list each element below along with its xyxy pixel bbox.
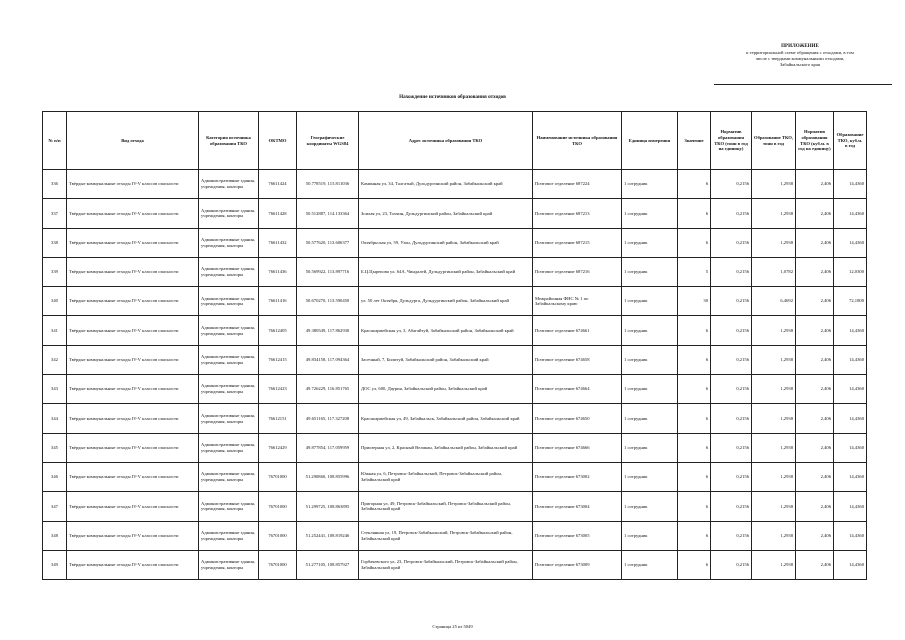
header-cell: Адрес источника образования ТКО [359,112,533,170]
row-number-cell: 348 [43,521,67,550]
waste-type-cell: Твёрдые коммунальные отходы IV-V классов опасности [67,521,199,550]
row-number-cell: 349 [43,550,67,579]
source-name-cell: Межрайонная ФНС № 1 по Забайкальскому краю [533,287,622,316]
waste-sources-table [42,111,867,580]
oktmo-cell: 76611432 [259,228,297,257]
source-category-cell: Административные здания, учреждения, конторы [199,199,259,228]
value-cell: 6 [678,404,711,433]
source-category-cell: Административные здания, учреждения, конторы [199,404,259,433]
header-cell: Наименование источника образования ТКО [533,112,622,170]
row-number-cell: 337 [43,199,67,228]
source-category-cell: Административные здания, учреждения, конторы [199,433,259,462]
address-cell: Приозерная ул, 2, Красный Великан, Забайкальский район, Забайкальский край [359,433,533,462]
norm-cubic-cell: 2,406 [796,316,834,345]
value-cell: 6 [678,228,711,257]
tonnes-per-year-cell: 1,2938 [752,170,796,199]
table-row [43,199,867,228]
address-cell: Засечный, 7, Билитуй, Забайкальский район, Забайкальский край [359,345,533,374]
source-name-cell: Почтовое отделение 674658 [533,345,622,374]
waste-type-cell: Твёрдые коммунальные отходы IV-V классов опасности [67,375,199,404]
norm-tonnes-cell: 0,2156 [711,345,752,374]
tonnes-per-year-cell: 1,2938 [752,550,796,579]
coordinates-cell: 49.726229, 116.851765 [297,375,359,404]
table-row [43,462,867,491]
oktmo-cell: 76611436 [259,257,297,286]
cubic-per-year-cell: 72,1800 [834,287,867,316]
tonnes-per-year-cell: 1,2938 [752,199,796,228]
tonnes-per-year-cell: 1,2938 [752,375,796,404]
waste-type-cell: Твёрдые коммунальные отходы IV-V классов опасности [67,404,199,433]
norm-cubic-cell: 2,406 [796,199,834,228]
cubic-per-year-cell: 14,4360 [834,550,867,579]
unit-cell: 1 сотрудник [622,433,678,462]
coordinates-cell: 50.577620, 113.606377 [297,228,359,257]
coordinates-cell: 50.778519, 115.811036 [297,170,359,199]
appendix-rule [714,84,892,85]
norm-cubic-cell: 2,406 [796,462,834,491]
unit-cell: 1 сотрудник [622,550,678,579]
norm-tonnes-cell: 0,2156 [711,492,752,521]
value-cell: 6 [678,462,711,491]
norm-tonnes-cell: 0,2156 [711,433,752,462]
norm-tonnes-cell: 0,2156 [711,257,752,286]
value-cell: 6 [678,345,711,374]
tonnes-per-year-cell: 1,2938 [752,316,796,345]
norm-tonnes-cell: 0,2156 [711,404,752,433]
norm-tonnes-cell: 0,2156 [711,170,752,199]
source-name-cell: Почтовое отделение 673005 [533,521,622,550]
source-name-cell: Почтовое отделение 674664 [533,375,622,404]
table-body [43,170,867,580]
unit-cell: 1 сотрудник [622,462,678,491]
oktmo-cell: 76701000 [259,550,297,579]
cubic-per-year-cell: 14,4360 [834,462,867,491]
value-cell: 6 [678,433,711,462]
cubic-per-year-cell: 14,4360 [834,521,867,550]
coordinates-cell: 50.512887, 114.133364 [297,199,359,228]
appendix-title: ПРИЛОЖЕНИЕ [781,44,819,49]
header-cell: Вид отхода [67,112,199,170]
value-cell: 6 [678,521,711,550]
source-category-cell: Административные здания, учреждения, конторы [199,462,259,491]
coordinates-cell: 50.569922, 113.897716 [297,257,359,286]
header-cell: Единица измерения [622,112,678,170]
table-row [43,228,867,257]
cubic-per-year-cell: 14,4360 [834,404,867,433]
norm-cubic-cell: 2,406 [796,550,834,579]
address-cell: Горбачевского ул, 23, Петровск-Забайкальский, Петровск-Забайкальский район, Забайкальский край [359,550,533,579]
unit-cell: 1 сотрудник [622,521,678,550]
cubic-per-year-cell: 14,4360 [834,375,867,404]
norm-tonnes-cell: 0,2156 [711,199,752,228]
oktmo-cell: 76611428 [259,199,297,228]
coordinates-cell: 51.299725, 108.863895 [297,492,359,521]
oktmo-cell: 76612429 [259,433,297,462]
appendix-line: Забайкальского края [779,62,821,67]
norm-cubic-cell: 2,406 [796,404,834,433]
unit-cell: 1 сотрудник [622,316,678,345]
value-cell: 6 [678,492,711,521]
header-cell: Географические координаты WGS84 [297,112,359,170]
address-cell: Каминная ул, 34, Талгатый, Дульдургинский район, Забайкальский край [359,170,533,199]
table-row [43,492,867,521]
row-number-cell: 340 [43,287,67,316]
tonnes-per-year-cell: 1,2938 [752,345,796,374]
oktmo-cell: 76612423 [259,375,297,404]
address-cell: Южная ул, 6, Петровск-Забайкальский, Петровск-Забайкальский район, Забайкальский край [359,462,533,491]
waste-type-cell: Твёрдые коммунальные отходы IV-V классов опасности [67,170,199,199]
coordinates-cell: 51.277105, 108.857927 [297,550,359,579]
table-row [43,433,867,462]
tonnes-per-year-cell: 1,0782 [752,257,796,286]
coordinates-cell: 50.670270, 113.590450 [297,287,359,316]
appendix-block [720,44,880,68]
source-category-cell: Административные здания, учреждения, конторы [199,550,259,579]
value-cell: 6 [678,170,711,199]
source-name-cell: Почтовое отделение 687216 [533,257,622,286]
source-name-cell: Почтовое отделение 674666 [533,433,622,462]
cubic-per-year-cell: 12,0300 [834,257,867,286]
unit-cell: 1 сотрудник [622,257,678,286]
address-cell: ул. 50 лет Октября, Дульдурга, Дульдургинский район, Забайкальский край [359,287,533,316]
header-cell: Образование ТКО, тонн в год [752,112,796,170]
header-cell: Норматив образования ТКО (куб.м. в год на единицу) [796,112,834,170]
cubic-per-year-cell: 14,4360 [834,492,867,521]
source-category-cell: Административные здания, учреждения, конторы [199,375,259,404]
coordinates-cell: 49.651165, 117.327208 [297,404,359,433]
coordinates-cell: 49.834158, 117.094364 [297,345,359,374]
source-category-cell: Административные здания, учреждения, конторы [199,345,259,374]
value-cell: 5 [678,257,711,286]
waste-type-cell: Твёрдые коммунальные отходы IV-V классов опасности [67,345,199,374]
tonnes-per-year-cell: 1,2938 [752,404,796,433]
source-category-cell: Административные здания, учреждения, конторы [199,257,259,286]
norm-cubic-cell: 2,406 [796,433,834,462]
table-row [43,550,867,579]
source-category-cell: Административные здания, учреждения, конторы [199,492,259,521]
waste-type-cell: Твёрдые коммунальные отходы IV-V классов опасности [67,228,199,257]
norm-cubic-cell: 2,406 [796,228,834,257]
unit-cell: 1 сотрудник [622,199,678,228]
oktmo-cell: 76612405 [259,316,297,345]
oktmo-cell: 76612415 [259,345,297,374]
unit-cell: 1 сотрудник [622,170,678,199]
source-category-cell: Административные здания, учреждения, конторы [199,287,259,316]
unit-cell: 1 сотрудник [622,287,678,316]
unit-cell: 1 сотрудник [622,345,678,374]
norm-tonnes-cell: 0,2156 [711,462,752,491]
table-row [43,375,867,404]
norm-tonnes-cell: 0,2156 [711,228,752,257]
source-category-cell: Административные здания, учреждения, конторы [199,521,259,550]
norm-cubic-cell: 2,406 [796,375,834,404]
waste-type-cell: Твёрдые коммунальные отходы IV-V классов опасности [67,492,199,521]
oktmo-cell: 76701000 [259,521,297,550]
table-row [43,345,867,374]
tonnes-per-year-cell: 1,2938 [752,492,796,521]
table-row [43,404,867,433]
norm-cubic-cell: 2,406 [796,170,834,199]
tonnes-per-year-cell: 1,2938 [752,433,796,462]
coordinates-cell: 49.380549, 117.862930 [297,316,359,345]
source-name-cell: Почтовое отделение 673004 [533,492,622,521]
norm-cubic-cell: 2,406 [796,257,834,286]
norm-tonnes-cell: 0,2156 [711,550,752,579]
table-header-row [43,112,867,170]
page-footer: Страница 25 из 5049 [432,624,473,629]
cubic-per-year-cell: 14,4360 [834,199,867,228]
source-name-cell: Почтовое отделение 687224 [533,170,622,199]
tonnes-per-year-cell: 6,4692 [752,287,796,316]
row-number-cell: 342 [43,345,67,374]
row-number-cell: 347 [43,492,67,521]
oktmo-cell: 76701000 [259,462,297,491]
norm-tonnes-cell: 0,2156 [711,521,752,550]
norm-cubic-cell: 2,406 [796,492,834,521]
source-category-cell: Административные здания, учреждения, конторы [199,170,259,199]
header-cell: Норматив образования ТКО (тонн в год на единицу) [711,112,752,170]
appendix-line: к территориальной схеме обращения с отходами, в том [746,50,854,55]
row-number-cell: 343 [43,375,67,404]
address-cell: Красноармейская ул, 49, Забайкальск, Забайкальский район, Забайкальский край [359,404,533,433]
waste-type-cell: Твёрдые коммунальные отходы IV-V классов опасности [67,199,199,228]
oktmo-cell: 76611424 [259,170,297,199]
address-cell: Зоилая ул, 23, Тохчин, Дульдургинский район, Забайкальский край [359,199,533,228]
header-cell: № п/п [43,112,67,170]
waste-type-cell: Твёрдые коммунальные отходы IV-V классов опасности [67,462,199,491]
address-cell: Красноармейская ул, 3, Абагайтуй, Забайкальский район, Забайкальский край [359,316,533,345]
table-row [43,521,867,550]
address-cell: Стеклянная ул, 19, Петровск-Забайкальский, Петровск-Забайкальский район, Забайкальский край [359,521,533,550]
table-row [43,287,867,316]
source-name-cell: Почтовое отделение 687215 [533,228,622,257]
unit-cell: 1 сотрудник [622,492,678,521]
address-cell: Б.Ц.Цырепова ул, 64А, Чиндалей, Дульдургинский район, Забайкальский край [359,257,533,286]
address-cell: ДОС ул, 600, Даурия, Забайкальский район, Забайкальский край [359,375,533,404]
source-category-cell: Административные здания, учреждения, конторы [199,316,259,345]
oktmo-cell: 76611416 [259,287,297,316]
oktmo-cell: 76701000 [259,492,297,521]
header-cell: Категория источника образования ТКО [199,112,259,170]
row-number-cell: 336 [43,170,67,199]
source-name-cell: Почтовое отделение 687213 [533,199,622,228]
document-title: Нахождение источников образования отходов [399,94,506,100]
waste-type-cell: Твёрдые коммунальные отходы IV-V классов опасности [67,257,199,286]
source-name-cell: Почтовое отделение 674650 [533,404,622,433]
unit-cell: 1 сотрудник [622,228,678,257]
row-number-cell: 339 [43,257,67,286]
waste-type-cell: Твёрдые коммунальные отходы IV-V классов опасности [67,287,199,316]
row-number-cell: 341 [43,316,67,345]
address-cell: Октябрьская ул, 59, Узон, Дульдургинский район, Забайкальский край [359,228,533,257]
table-row [43,257,867,286]
tonnes-per-year-cell: 1,2938 [752,521,796,550]
header-cell: Образование ТКО, куб.м. в год [834,112,867,170]
norm-tonnes-cell: 0,2156 [711,287,752,316]
oktmo-cell: 76612151 [259,404,297,433]
waste-type-cell: Твёрдые коммунальные отходы IV-V классов опасности [67,316,199,345]
row-number-cell: 345 [43,433,67,462]
tonnes-per-year-cell: 1,2938 [752,228,796,257]
row-number-cell: 346 [43,462,67,491]
norm-tonnes-cell: 0,2156 [711,316,752,345]
tonnes-per-year-cell: 1,2938 [752,462,796,491]
value-cell: 30 [678,287,711,316]
value-cell: 6 [678,316,711,345]
waste-type-cell: Твёрдые коммунальные отходы IV-V классов опасности [67,550,199,579]
table-row [43,316,867,345]
unit-cell: 1 сотрудник [622,375,678,404]
cubic-per-year-cell: 14,4360 [834,345,867,374]
cubic-per-year-cell: 14,4360 [834,170,867,199]
waste-type-cell: Твёрдые коммунальные отходы IV-V классов опасности [67,433,199,462]
source-name-cell: Почтовое отделение 674661 [533,316,622,345]
value-cell: 6 [678,199,711,228]
value-cell: 6 [678,550,711,579]
cubic-per-year-cell: 14,4360 [834,433,867,462]
unit-cell: 1 сотрудник [622,404,678,433]
appendix-line: числе с твердыми коммунальными отходами, [755,56,845,61]
coordinates-cell: 51.252441, 108.819246 [297,521,359,550]
norm-cubic-cell: 2,406 [796,287,834,316]
norm-cubic-cell: 2,406 [796,521,834,550]
norm-cubic-cell: 2,406 [796,345,834,374]
row-number-cell: 338 [43,228,67,257]
header-cell: ОКТМО [259,112,297,170]
coordinates-cell: 49.877854, 117.059959 [297,433,359,462]
source-name-cell: Почтовое отделение 673009 [533,550,622,579]
norm-tonnes-cell: 0,2156 [711,375,752,404]
cubic-per-year-cell: 14,4360 [834,228,867,257]
source-name-cell: Почтовое отделение 673002 [533,462,622,491]
header-cell: Значение [678,112,711,170]
row-number-cell: 344 [43,404,67,433]
cubic-per-year-cell: 14,4360 [834,316,867,345]
table-row [43,170,867,199]
source-category-cell: Административные здания, учреждения, конторы [199,228,259,257]
address-cell: Пригорная ул, 49, Петровск-Забайкальский, Петровск-Забайкальский район, Забайкальский край [359,492,533,521]
coordinates-cell: 51.290860, 108.855996 [297,462,359,491]
value-cell: 6 [678,375,711,404]
